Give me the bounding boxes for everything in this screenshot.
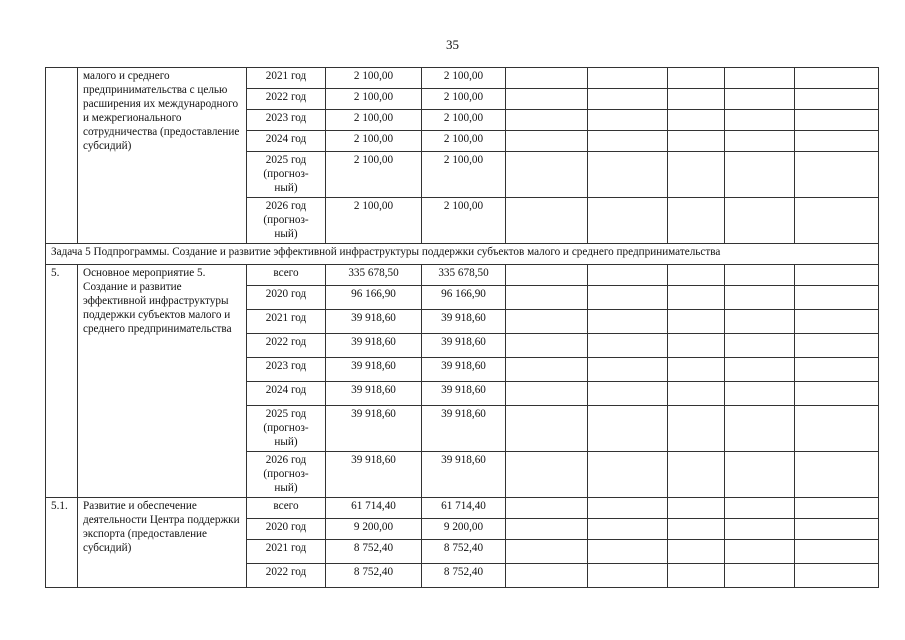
empty-cell [588,265,668,286]
budget-cell: 39 918,60 [422,452,506,498]
budget-cell: 61 714,40 [422,498,506,519]
empty-cell [506,198,588,244]
page-number: 35 [446,37,459,52]
table-row [46,498,879,519]
empty-cell [668,452,725,498]
budget-cell: 2 100,00 [422,131,506,152]
empty-cell [588,68,668,89]
empty-cell [588,358,668,382]
task-heading: Задача 5 Подпрограммы. Создание и развитие эффективной инфраструктуры поддержки субъектов малого и среднего предпринимательства [46,244,879,265]
budget-cell: 2 100,00 [422,89,506,110]
empty-cell [668,382,725,406]
table-row [46,68,879,89]
activity-name: Основное мероприятие 5. Создание и развитие эффективной инфраструктуры поддержки субъектов малого и среднего предпринимательства [78,265,247,498]
empty-cell [795,131,879,152]
empty-cell [506,406,588,452]
empty-cell [588,540,668,564]
empty-cell [725,68,795,89]
empty-cell [668,564,725,588]
empty-cell [725,131,795,152]
empty-cell [795,68,879,89]
empty-cell [725,519,795,540]
empty-cell [588,564,668,588]
year-cell: всего [247,498,326,519]
empty-cell [725,198,795,244]
empty-cell [725,358,795,382]
empty-cell [725,286,795,310]
empty-cell [588,198,668,244]
total-cell: 39 918,60 [326,382,422,406]
empty-cell [588,310,668,334]
empty-cell [588,152,668,198]
empty-cell [795,406,879,452]
empty-cell [506,110,588,131]
empty-cell [668,89,725,110]
total-cell: 335 678,50 [326,265,422,286]
year-cell: 2021 год [247,68,326,89]
budget-cell: 9 200,00 [422,519,506,540]
empty-cell [506,131,588,152]
empty-cell [506,498,588,519]
empty-cell [795,89,879,110]
budget-cell: 39 918,60 [422,382,506,406]
empty-cell [668,152,725,198]
budget-cell: 39 918,60 [422,310,506,334]
empty-cell [725,540,795,564]
budget-cell: 8 752,40 [422,564,506,588]
empty-cell [795,198,879,244]
year-cell: 2021 год [247,310,326,334]
empty-cell [668,406,725,452]
total-cell: 39 918,60 [326,406,422,452]
empty-cell [588,131,668,152]
empty-cell [588,89,668,110]
year-cell: 2024 год [247,131,326,152]
empty-cell [588,334,668,358]
year-cell: 2020 год [247,286,326,310]
empty-cell [668,310,725,334]
empty-cell [668,110,725,131]
budget-cell: 2 100,00 [422,198,506,244]
empty-cell [725,310,795,334]
empty-cell [795,519,879,540]
empty-cell [725,89,795,110]
table-row [46,265,879,286]
budget-cell: 2 100,00 [422,110,506,131]
empty-cell [725,498,795,519]
empty-cell [725,334,795,358]
total-cell: 39 918,60 [326,310,422,334]
year-cell: 2023 год [247,110,326,131]
year-cell: 2024 год [247,382,326,406]
year-cell: 2022 год [247,334,326,358]
budget-table [45,67,879,588]
empty-cell [506,382,588,406]
budget-cell: 2 100,00 [422,152,506,198]
empty-cell [588,110,668,131]
total-cell: 39 918,60 [326,334,422,358]
empty-cell [668,286,725,310]
empty-cell [506,334,588,358]
empty-cell [588,452,668,498]
empty-cell [588,519,668,540]
empty-cell [668,131,725,152]
empty-cell [506,452,588,498]
empty-cell [795,110,879,131]
year-cell: всего [247,265,326,286]
empty-cell [506,540,588,564]
empty-cell [795,382,879,406]
empty-cell [668,198,725,244]
empty-cell [725,452,795,498]
year-cell: 2021 год [247,540,326,564]
budget-cell: 39 918,60 [422,406,506,452]
year-cell: 2026 год (прогноз-ный) [247,452,326,498]
budget-cell: 2 100,00 [422,68,506,89]
total-cell: 2 100,00 [326,68,422,89]
activity-name: малого и среднего предпринимательства с целью расширения их международного и межрегионального сотрудничества (предоставление субсидий) [78,68,247,244]
empty-cell [668,68,725,89]
budget-cell: 39 918,60 [422,334,506,358]
total-cell: 2 100,00 [326,152,422,198]
budget-cell: 39 918,60 [422,358,506,382]
empty-cell [725,152,795,198]
index-cell: 5. [46,265,78,498]
year-cell: 2023 год [247,358,326,382]
budget-cell: 96 166,90 [422,286,506,310]
empty-cell [795,358,879,382]
total-cell: 9 200,00 [326,519,422,540]
empty-cell [588,498,668,519]
year-cell: 2022 год [247,89,326,110]
empty-cell [725,382,795,406]
year-cell: 2020 год [247,519,326,540]
empty-cell [795,265,879,286]
total-cell: 2 100,00 [326,198,422,244]
year-cell: 2026 год (прогноз-ный) [247,198,326,244]
empty-cell [668,498,725,519]
empty-cell [588,382,668,406]
empty-cell [795,152,879,198]
empty-cell [795,334,879,358]
empty-cell [795,286,879,310]
total-cell: 39 918,60 [326,358,422,382]
empty-cell [795,498,879,519]
empty-cell [588,406,668,452]
empty-cell [725,564,795,588]
empty-cell [725,110,795,131]
empty-cell [725,265,795,286]
empty-cell [506,68,588,89]
empty-cell [588,286,668,310]
total-cell: 8 752,40 [326,564,422,588]
total-cell: 2 100,00 [326,131,422,152]
activity-name: Развитие и обеспечение деятельности Центра поддержки экспорта (предоставление субсидий) [78,498,247,588]
budget-cell: 335 678,50 [422,265,506,286]
budget-cell: 8 752,40 [422,540,506,564]
total-cell: 61 714,40 [326,498,422,519]
empty-cell [506,265,588,286]
total-cell: 8 752,40 [326,540,422,564]
empty-cell [506,519,588,540]
empty-cell [506,310,588,334]
empty-cell [506,564,588,588]
empty-cell [795,540,879,564]
empty-cell [795,310,879,334]
year-cell: 2022 год [247,564,326,588]
index-cell [46,68,78,244]
empty-cell [668,519,725,540]
empty-cell [506,358,588,382]
year-cell: 2025 год (прогноз-ный) [247,406,326,452]
empty-cell [668,540,725,564]
total-cell: 2 100,00 [326,89,422,110]
empty-cell [795,452,879,498]
empty-cell [506,89,588,110]
empty-cell [668,358,725,382]
total-cell: 2 100,00 [326,110,422,131]
index-cell: 5.1. [46,498,78,588]
empty-cell [506,286,588,310]
table-row [46,244,879,265]
empty-cell [725,406,795,452]
total-cell: 39 918,60 [326,452,422,498]
empty-cell [795,564,879,588]
total-cell: 96 166,90 [326,286,422,310]
empty-cell [506,152,588,198]
year-cell: 2025 год (прогноз-ный) [247,152,326,198]
empty-cell [668,265,725,286]
empty-cell [668,334,725,358]
